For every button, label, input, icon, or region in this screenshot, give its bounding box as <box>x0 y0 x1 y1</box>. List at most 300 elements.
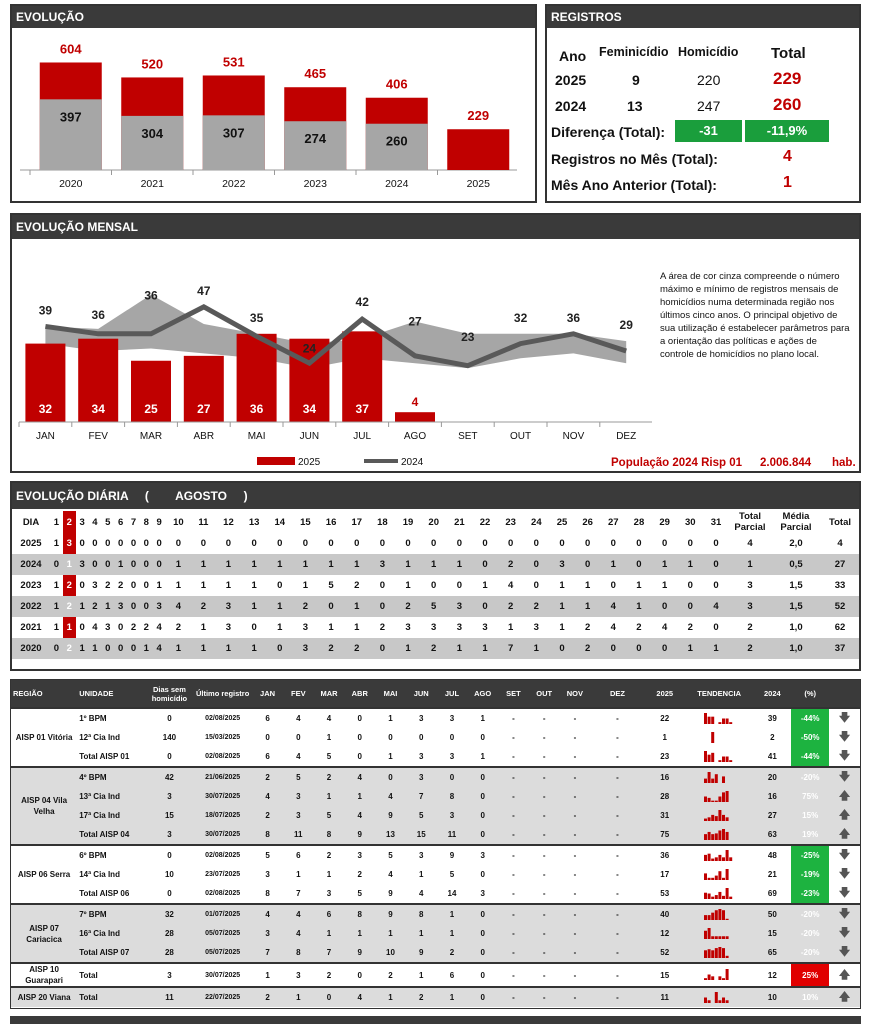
daily-cell: 3 <box>447 596 473 617</box>
daily-cell: 1 <box>559 580 565 591</box>
daily-cell: 1 <box>677 638 703 659</box>
trend-spark-bar <box>708 1000 711 1003</box>
trend-spark-bar <box>726 756 729 762</box>
month-value: - <box>529 943 560 963</box>
monthly-x-label: OUT <box>510 431 532 442</box>
month-value: - <box>542 752 546 761</box>
trend-spark-bar <box>722 936 725 939</box>
trend-spark-bar <box>708 831 711 839</box>
daily-cell: 0 <box>431 538 437 549</box>
daily-cell: 0 <box>677 596 703 617</box>
daily-cell: 0 <box>156 538 162 549</box>
reg-2025-total: 229 <box>773 69 802 88</box>
daily-cell: 3 <box>456 622 462 633</box>
daily-h-total: Total <box>829 516 851 528</box>
populacao-label: População 2024 Risp 01 <box>611 457 743 469</box>
annual-x-label: 2024 <box>385 178 409 190</box>
region-row <box>11 963 860 987</box>
arrow-up-icon: 🡅 <box>829 825 860 845</box>
month-value: 9 <box>388 889 393 898</box>
daily-cell: 1 <box>191 554 215 575</box>
daily-cell: 1 <box>216 638 242 659</box>
trend-spark-bar <box>704 873 707 880</box>
dias-sem: 0 <box>167 889 172 898</box>
year-2024: 15 <box>753 924 791 943</box>
month-value: 6 <box>283 845 314 865</box>
daily-cell: 0 <box>379 580 386 591</box>
month-value: 1 <box>314 924 345 943</box>
daily-cell: 3 <box>225 622 232 633</box>
month-value: 8 <box>344 904 375 924</box>
year-2025: 53 <box>660 889 670 898</box>
month-value: 7 <box>314 943 345 963</box>
month-value: - <box>529 924 560 943</box>
daily-cell: 1 <box>405 580 411 591</box>
dias-sem: 3 <box>146 825 193 845</box>
annual-chart <box>12 28 535 201</box>
daily-cell: 1 <box>241 554 267 575</box>
region-name: AISP 04 Vila Velha <box>11 767 77 845</box>
daily-cell: 2 <box>130 622 137 633</box>
unit-name: 7º BPM <box>77 904 146 924</box>
month-value: 1 <box>437 924 468 943</box>
month-value: - <box>529 825 560 845</box>
trend-spark-bar <box>711 950 714 958</box>
trend-sparkline <box>704 887 734 899</box>
daily-cell: 0 <box>354 538 360 549</box>
region-header: Último registro <box>193 680 252 708</box>
month-value: - <box>512 870 515 879</box>
month-value: 8 <box>265 889 270 898</box>
daily-h-day: 2 <box>63 511 76 533</box>
month-value: - <box>616 733 619 742</box>
daily-cell: 0 <box>143 538 149 549</box>
ultimo-registro: 30/07/2025 <box>193 963 252 987</box>
tendencia <box>685 865 754 884</box>
tendencia <box>685 728 754 747</box>
trend-spark-bar <box>722 829 725 840</box>
trend-spark-bar <box>711 877 714 879</box>
month-value: - <box>560 806 591 825</box>
daily-cell: 0 <box>610 580 616 591</box>
region-name: AISP 07 Cariacica <box>11 904 77 963</box>
monthly-x-label: MAR <box>139 431 163 442</box>
month-value: - <box>590 924 644 943</box>
trend-spark-bar <box>719 854 722 860</box>
month-value: 3 <box>283 787 314 806</box>
month-value: 3 <box>437 806 468 825</box>
daily-cell: 1 <box>241 596 267 617</box>
month-value: - <box>560 943 591 963</box>
month-value: - <box>590 963 644 987</box>
month-value: 4 <box>252 787 283 806</box>
populacao-value: 2.006.844 <box>760 457 812 469</box>
month-value: - <box>590 708 644 728</box>
trend-sparkline <box>704 731 734 743</box>
tendencia <box>685 825 754 845</box>
monthly-x-label: DEZ <box>616 431 637 442</box>
daily-cell: 0 <box>225 538 232 549</box>
daily-total: 37 <box>821 638 859 659</box>
month-value: 1 <box>296 870 301 879</box>
annual-label-total: 531 <box>222 54 245 70</box>
daily-cell: 2 <box>191 596 215 617</box>
region-header: AGO <box>467 680 498 708</box>
year-2024: 69 <box>767 889 777 898</box>
trend-spark-bar <box>726 718 729 724</box>
daily-cell: 1 <box>395 638 421 659</box>
daily-cell: 2 <box>354 580 360 591</box>
daily-cell: 3 <box>105 622 111 633</box>
ultimo-registro: 02/08/2025 <box>193 845 252 865</box>
trend-spark-bar <box>719 909 722 920</box>
daily-h-day: 17 <box>351 516 363 528</box>
daily-h-day: 13 <box>248 516 260 528</box>
region-header: NOV <box>560 680 591 708</box>
pct-change: 10% <box>791 987 829 1007</box>
region-header: JUL <box>437 680 468 708</box>
year-2025: 22 <box>645 708 685 728</box>
region-row <box>11 943 860 963</box>
month-value: 8 <box>252 825 283 845</box>
registros-mes-label: Registros no Mês (Total): <box>551 151 718 167</box>
monthly-label-2024: 35 <box>249 310 264 325</box>
daily-cell: 3 <box>302 622 309 633</box>
daily-cell: 0 <box>114 638 127 659</box>
month-value: 8 <box>314 825 345 845</box>
trend-sparkline <box>704 828 734 840</box>
daily-h-dia: DIA <box>22 516 40 528</box>
trend-spark-bar <box>729 857 732 861</box>
daily-h-day: 4 <box>92 516 98 528</box>
year-2024: 20 <box>753 767 791 787</box>
region-header: SET <box>498 680 529 708</box>
daily-cell: 2 <box>524 596 550 617</box>
month-value: 7 <box>406 787 437 806</box>
month-value: - <box>560 845 591 865</box>
daily-cell: 2 <box>89 596 102 617</box>
daily-tp: 3 <box>729 596 771 617</box>
trend-spark-bar <box>722 895 725 898</box>
daily-cell: 0 <box>533 538 539 549</box>
region-header: REGIÃO <box>11 680 77 708</box>
daily-cell: 1 <box>267 596 293 617</box>
month-value: - <box>512 889 515 898</box>
daily-cell: 1 <box>191 638 215 659</box>
daily-h-day: 7 <box>130 516 137 528</box>
daily-h-day: 12 <box>223 516 234 528</box>
legend-2025-label: 2025 <box>298 457 321 468</box>
month-value: 4 <box>283 924 314 943</box>
month-value: - <box>498 806 529 825</box>
diaria-title: EVOLUÇÃO DIÁRIA ( AGOSTO ) <box>12 483 859 509</box>
daily-cell: 0 <box>652 596 678 617</box>
daily-h-day: 29 <box>659 516 670 528</box>
daily-cell: 3 <box>370 554 396 575</box>
pct-change: -23% <box>791 884 829 904</box>
trend-spark-bar <box>722 857 725 861</box>
arrow-down-icon: 🡇 <box>829 924 860 943</box>
month-value: 0 <box>265 733 270 742</box>
daily-cell: 3 <box>153 596 166 617</box>
daily-cell: 0 <box>328 538 334 549</box>
month-value: 0 <box>449 733 455 742</box>
unit-name: 12ª Cia Ind <box>79 733 120 742</box>
month-value: 2 <box>252 806 283 825</box>
month-value: 3 <box>283 963 314 987</box>
dias-sem: 42 <box>146 767 193 787</box>
monthly-label-2024: 42 <box>355 295 369 310</box>
trend-spark-bar <box>704 978 707 980</box>
monthly-x-label: AGO <box>403 431 427 442</box>
daily-cell: 0 <box>79 622 85 633</box>
pct-change: -20% <box>791 924 829 943</box>
trend-spark-bar <box>722 877 725 879</box>
region-row <box>11 865 860 884</box>
daily-cell: 0 <box>713 622 719 633</box>
daily-cell: 0 <box>127 638 140 659</box>
daily-cell: 4 <box>153 638 166 659</box>
monthly-chart <box>12 239 652 471</box>
daily-year: 2025 <box>20 538 42 549</box>
daily-h-day: 21 <box>454 516 465 528</box>
monthly-label-2024: 24 <box>302 341 317 356</box>
arrow-up-icon: 🡅 <box>829 806 860 825</box>
month-value: - <box>529 845 560 865</box>
month-value: 0 <box>467 787 498 806</box>
daily-cell: 1 <box>200 580 207 591</box>
ultimo-registro: 02/08/2025 <box>205 890 241 897</box>
daily-mp: 2,0 <box>789 538 803 549</box>
monthly-label-2024: 47 <box>197 283 211 298</box>
month-value: 4 <box>283 904 314 924</box>
daily-cell: 0 <box>370 638 396 659</box>
monthly-x-label: ABR <box>193 431 215 442</box>
daily-cell: 1 <box>549 596 575 617</box>
month-value: 3 <box>265 870 270 879</box>
month-value: - <box>616 870 619 879</box>
daily-cell: 2 <box>63 638 76 659</box>
monthly-label-2025: 37 <box>355 402 369 416</box>
daily-cell: 2 <box>63 596 76 617</box>
reg-header-hom: Homicídio <box>678 45 739 59</box>
ultimo-registro: 23/07/2025 <box>205 871 241 878</box>
month-value: - <box>590 787 644 806</box>
daily-cell: 0 <box>472 554 498 575</box>
year-2025: 23 <box>660 752 670 761</box>
trend-spark-bar <box>715 833 718 840</box>
daily-mp: 1,5 <box>789 580 803 591</box>
region-row <box>11 747 860 767</box>
pct-change: -19% <box>791 865 829 884</box>
annual-x-label: 2021 <box>140 178 164 190</box>
daily-row <box>12 554 859 575</box>
trend-spark-bar <box>711 778 714 782</box>
month-value: 5 <box>252 845 283 865</box>
trend-spark-bar <box>726 869 729 880</box>
daily-h-day: 31 <box>710 516 722 528</box>
unit-name: 4º BPM <box>77 767 146 787</box>
daily-cell: 2 <box>636 622 642 633</box>
annual-label-total: 465 <box>304 66 327 82</box>
month-value: - <box>542 870 546 879</box>
daily-h-day: 15 <box>300 516 311 528</box>
ultimo-registro: 01/07/2025 <box>193 904 252 924</box>
daily-cell: 0 <box>318 596 344 617</box>
pct-change: -44% <box>791 747 829 767</box>
daily-cell: 0 <box>50 638 63 659</box>
month-value: 0 <box>419 733 424 742</box>
month-value: 3 <box>406 767 437 787</box>
dias-sem: 15 <box>146 806 193 825</box>
daily-cell: 0 <box>153 554 166 575</box>
daily-h-day: 8 <box>143 516 149 528</box>
daily-cell: 1 <box>251 580 257 591</box>
daily-cell: 0 <box>140 596 153 617</box>
daily-h-day: 1 <box>53 516 60 528</box>
daily-row <box>12 638 859 659</box>
daily-cell: 3 <box>63 533 76 554</box>
annual-bar-homicidio <box>203 115 265 170</box>
month-value: 1 <box>326 870 332 879</box>
dias-sem: 3 <box>146 963 193 987</box>
month-value: 4 <box>296 752 301 761</box>
daily-h-day: 11 <box>198 516 209 528</box>
unit-name: Total <box>77 987 146 1007</box>
trend-spark-bar <box>726 936 729 939</box>
daily-cell: 1 <box>166 554 192 575</box>
trend-spark-bar <box>719 722 722 724</box>
month-value: 0 <box>388 733 393 742</box>
daily-cell: 2 <box>293 596 319 617</box>
daily-cell: 0 <box>79 538 85 549</box>
month-value: 0 <box>480 870 485 879</box>
month-value: 6 <box>437 963 468 987</box>
daily-cell: 1 <box>584 580 591 591</box>
month-value: 11 <box>437 825 468 845</box>
month-value: 3 <box>252 924 283 943</box>
daily-h-day: 20 <box>428 516 439 528</box>
daily-cell: 1 <box>636 580 642 591</box>
month-value: - <box>529 767 560 787</box>
daily-total: 52 <box>821 596 859 617</box>
trend-spark-bar <box>711 858 714 860</box>
trend-spark-bar <box>722 910 725 920</box>
daily-cell: 1 <box>421 554 447 575</box>
dias-sem: 140 <box>162 733 177 742</box>
daily-cell: 0 <box>652 638 678 659</box>
daily-cell: 1 <box>114 554 127 575</box>
daily-cell: 0 <box>127 596 140 617</box>
daily-row <box>12 533 859 554</box>
region-row <box>11 845 860 865</box>
month-value: 2 <box>314 845 345 865</box>
month-value: 4 <box>375 787 406 806</box>
annual-x-label: 2023 <box>303 178 327 190</box>
monthly-label-2025: 4 <box>411 395 419 410</box>
daily-h-day: 19 <box>402 516 414 528</box>
trend-spark-bar <box>704 713 707 724</box>
monthly-label-2025: 34 <box>91 402 105 416</box>
region-header: JAN <box>252 680 283 708</box>
evolucao-panel <box>10 4 537 203</box>
month-value: 0 <box>314 987 345 1007</box>
daily-cell: 1 <box>328 622 334 633</box>
annual-label-total: 520 <box>141 56 164 72</box>
legend-2024-label: 2024 <box>401 457 424 468</box>
daily-cell: 1 <box>175 580 182 591</box>
ultimo-registro: 05/07/2025 <box>193 924 252 943</box>
region-table <box>11 680 860 1007</box>
trend-spark-bar <box>711 896 714 898</box>
month-value: 1 <box>375 987 406 1007</box>
region-header: ABR <box>344 680 375 708</box>
daily-cell: 1 <box>703 638 729 659</box>
month-value: 1 <box>419 870 424 879</box>
trend-sparkline <box>704 968 734 980</box>
month-value: 3 <box>283 806 314 825</box>
trend-spark-bar <box>715 895 718 899</box>
month-value: 8 <box>437 787 468 806</box>
daily-cell: 1 <box>53 622 60 633</box>
daily-h-day: 27 <box>608 516 619 528</box>
month-value: - <box>560 767 591 787</box>
month-value: 9 <box>437 845 468 865</box>
daily-cell: 1 <box>63 617 76 638</box>
daily-h-day: 23 <box>505 516 516 528</box>
daily-cell: 1 <box>318 554 344 575</box>
month-value: 9 <box>344 943 375 963</box>
reg-2025-hom: 220 <box>697 72 721 88</box>
trend-spark-bar <box>704 854 707 860</box>
daily-cell: 1 <box>89 638 102 659</box>
daily-cell: 0 <box>101 554 114 575</box>
month-value: 6 <box>265 752 270 761</box>
daily-cell: 2 <box>175 622 182 633</box>
daily-cell: 1 <box>575 596 601 617</box>
month-value: 1 <box>480 752 485 761</box>
daily-cell: 1 <box>53 580 60 591</box>
monthly-label-2025: 36 <box>249 402 264 416</box>
daily-cell: 1 <box>677 554 703 575</box>
daily-h-tp: Total Parcial <box>734 511 766 533</box>
daily-h-day: 5 <box>105 516 111 528</box>
month-value: - <box>512 733 515 742</box>
daily-cell: 5 <box>328 580 334 591</box>
unit-name: 14ª Cia Ind <box>79 870 120 879</box>
year-2024: 10 <box>753 987 791 1007</box>
year-2024: 63 <box>753 825 791 845</box>
ultimo-registro: 02/08/2025 <box>193 708 252 728</box>
daily-cell: 3 <box>431 622 437 633</box>
month-value: 3 <box>406 845 437 865</box>
daily-cell: 0 <box>575 554 601 575</box>
month-value: - <box>498 845 529 865</box>
dias-sem: 11 <box>146 987 193 1007</box>
daily-table <box>12 511 859 659</box>
daily-total: 27 <box>821 554 859 575</box>
daily-cell: 0 <box>584 538 591 549</box>
diferenca-pct: -11,9% <box>745 120 829 142</box>
month-value: 1 <box>406 963 437 987</box>
arrow-up-icon: 🡅 <box>829 987 860 1007</box>
trend-spark-bar <box>708 915 711 920</box>
trend-spark-bar <box>704 796 707 802</box>
trend-spark-bar <box>722 997 725 1003</box>
month-value: - <box>573 870 577 879</box>
tendencia <box>685 787 754 806</box>
month-value: 1 <box>252 963 283 987</box>
